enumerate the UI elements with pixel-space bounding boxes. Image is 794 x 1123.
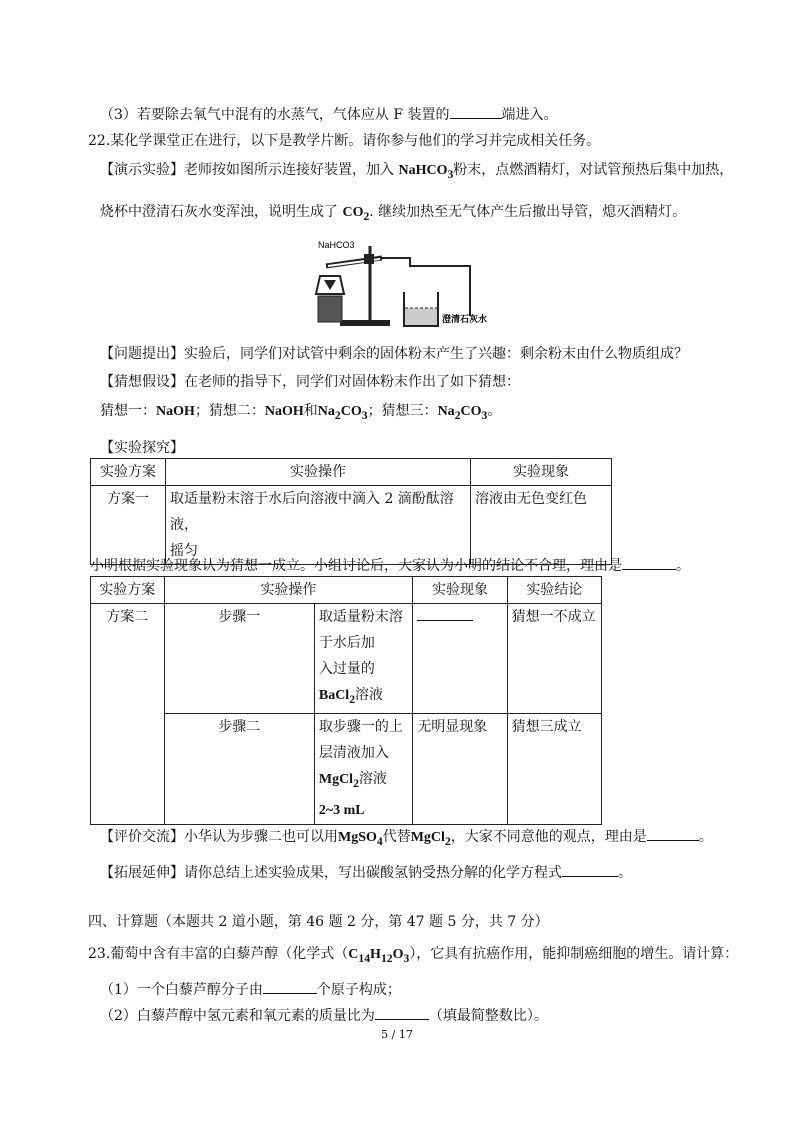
answer-blank[interactable]	[622, 555, 676, 570]
demo-line2: 烧杯中澄清石灰水变浑浊，说明生成了 $CO_2$. 继续加热至无气体产生后撤出导管，熄灭酒精灯。	[100, 204, 687, 223]
answer-blank[interactable]	[647, 826, 699, 841]
answer-blank[interactable]	[417, 606, 473, 621]
formula-co2: $CO_2$	[342, 205, 370, 223]
table1-header: 实验现象	[471, 459, 612, 486]
answer-blank[interactable]	[375, 1005, 429, 1020]
demo-line1: 【演示实验】老师按如图所示连接好装置，加入 NaHCO$_3$粉末，点燃酒精灯，对试管预热后集中加热，	[100, 162, 734, 181]
table2-header: 实验现象	[413, 577, 507, 604]
guesses-line: 猜想一：NaOH；猜想二：NaOH和$Na_2CO_3$；猜想三：$Na_2CO_3$。	[100, 403, 502, 422]
table2-header: 实验操作	[164, 577, 413, 604]
q23-sub2: （2）白藜芦醇中氢元素和氧元素的质量比为 （填最简整数比）。	[100, 1005, 548, 1026]
question-line: 【问题提出】实验后，同学们对试管中剩余的固体粉末产生了兴趣：剩余粉末由什么物质组成？	[100, 346, 688, 362]
table1-header: 实验方案	[91, 459, 166, 486]
hypothesis-line: 【猜想假设】在老师的指导下，同学们对固体粉末作出了如下猜想：	[100, 374, 520, 390]
q23-line: 23.葡萄中含有丰富的白藜芦醇（化学式$(C_{14}H_{12}O_3)$，它具有抗癌作用，能抑制癌细胞的增生。请计算：	[88, 946, 739, 965]
answer-blank[interactable]	[562, 862, 618, 877]
table1-header: 实验操作	[166, 459, 471, 486]
page-number: 5 / 17	[381, 1028, 413, 1041]
table2-header: 实验方案	[91, 577, 165, 604]
xiaoming-line: 小明根据实验现象认为猜想一成立。小组讨论后，大家认为小明的结论不合理，理由是 。	[90, 555, 690, 576]
table-scheme-one	[90, 458, 612, 565]
table1-result: 溶液由无色变红色	[471, 486, 612, 565]
eval-line: 【评价交流】小华认为步骤二也可以用MgSO$_4$代替MgCl$_2$，大家不同意他的观点，理由是 。	[100, 826, 713, 852]
answer-blank[interactable]	[263, 979, 317, 994]
section4-title: 四、计算题（本题共 2 道小题，第 46 题 2 分，第 47 题 5 分，共 7 分）	[88, 914, 549, 930]
q22-intro: 22.某化学课堂正在进行，以下是教学片断。请你参与他们的学习并完成相关任务。	[88, 133, 601, 149]
table1-operation: 取适量粉末溶于水后向溶液中滴入 2 滴酚酞溶液， 摇匀	[166, 486, 471, 565]
table1-scheme: 方案一	[91, 486, 166, 565]
step2-result: 无明显现象	[413, 713, 507, 824]
step1-result	[413, 604, 507, 714]
table2-scheme: 方案二	[91, 604, 165, 825]
formula-resveratrol: $C_{14}H_{12}O_3$	[348, 947, 410, 965]
table-scheme-two	[90, 576, 602, 825]
step2-conclusion: 猜想三成立	[507, 713, 601, 824]
figure-label-limewater: 澄清石灰水	[442, 314, 488, 324]
step1-conclusion: 猜想一不成立	[507, 604, 601, 714]
step1-operation: 取适量粉末溶 于水后加 入过量的 BaCl$_2$溶液	[314, 604, 412, 714]
step2-name: 步骤二	[164, 713, 314, 824]
formula-nahco3: NaHCO$_3$	[398, 163, 454, 181]
figure-label-nahco3: NaHCO3	[318, 240, 355, 250]
explore-label: 【实验探究】	[100, 440, 184, 456]
apparatus-figure	[310, 236, 510, 332]
step2-operation: 取步骤一的上 层清液加入 MgCl$_2$溶液 2~3 mL	[314, 713, 412, 824]
extend-line: 【拓展延伸】请你总结上述实验成果，写出碳酸氢钠受热分解的化学方程式 。	[100, 862, 632, 883]
table2-header: 实验结论	[507, 577, 601, 604]
step1-name: 步骤一	[164, 604, 314, 714]
q23-sub1: （1）一个白藜芦醇分子由 个原子构成；	[100, 979, 401, 1000]
answer-blank[interactable]	[450, 104, 502, 119]
q21-3-line: （3）若要除去氧气中混有的水蒸气，气体应从 F 装置的 端进入。	[100, 104, 558, 125]
